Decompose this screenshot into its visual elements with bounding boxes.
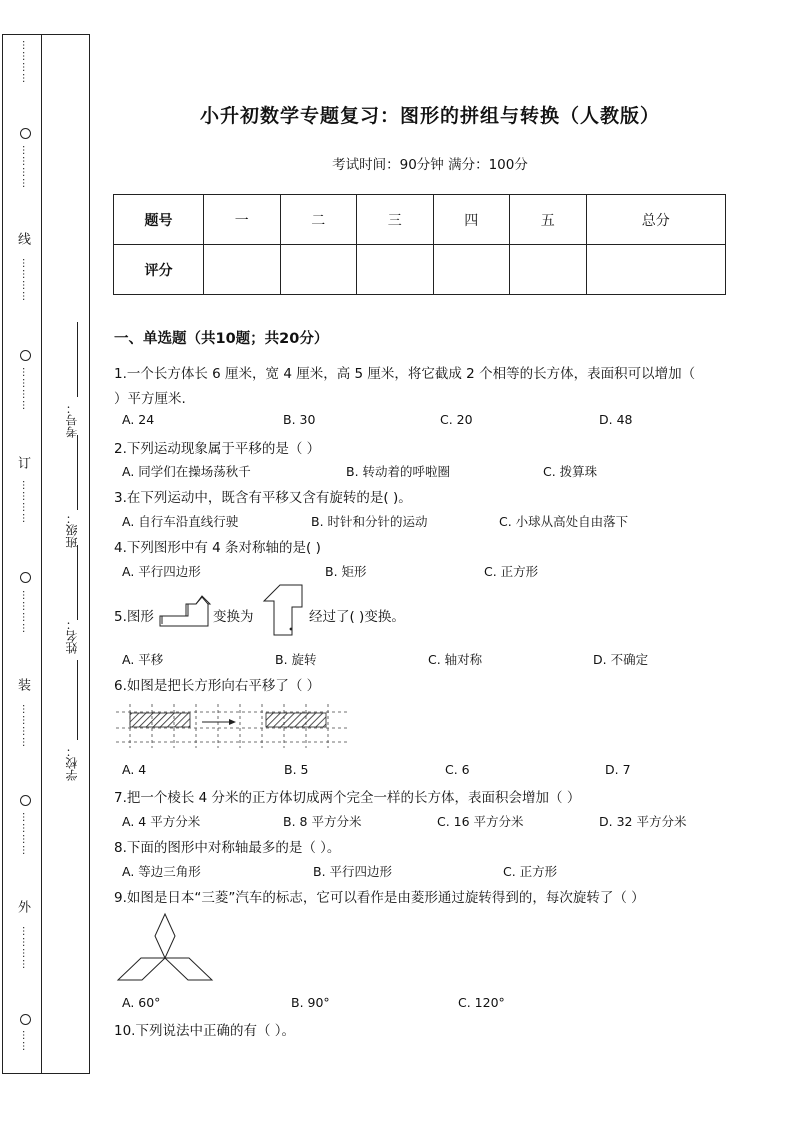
option[interactable]: A. 4 平方分米 <box>122 814 201 829</box>
binding-circle <box>20 1014 31 1025</box>
binding-char-bind: 装 <box>15 678 30 691</box>
question-1: 1.一个长方体长 6 厘米，宽 4 厘米，高 5 厘米，将它截成 2 个相等的长方体，表面积可以增加（ <box>114 366 696 382</box>
page-title: 小升初数学专题复习：图形的拼组与转换（人教版） <box>199 105 660 127</box>
dotted-line: ………… <box>20 812 31 856</box>
option[interactable]: B. 5 <box>284 762 309 777</box>
option[interactable]: B. 转动着的呼啦圈 <box>346 464 451 479</box>
q9-mitsubishi-figure <box>114 910 220 986</box>
field-exam-number-label: 考号： <box>65 402 79 438</box>
q5-figure-transformed <box>262 583 308 639</box>
section-heading: 一、单选题（共10题；共20分） <box>114 331 329 347</box>
question-6: 6.如图是把长方形向右平移了（ ） <box>114 678 321 694</box>
score-cell: 一 <box>204 195 281 245</box>
question-3: 3.在下列运动中，既含有平移又含有旋转的是( )。 <box>114 490 412 506</box>
score-cell: 三 <box>357 195 434 245</box>
binding-circle <box>20 795 31 806</box>
option[interactable]: C. 小球从高处自由落下 <box>499 514 629 529</box>
field-name-label: 姓名： <box>65 618 79 654</box>
binding-circle <box>20 572 31 583</box>
binding-divider <box>41 35 42 1073</box>
option[interactable]: B. 时针和分针的运动 <box>311 514 428 529</box>
score-input-cell[interactable] <box>586 245 726 295</box>
option[interactable]: B. 30 <box>283 412 316 427</box>
question-2: 2.下列运动现象属于平移的是（ ） <box>114 441 321 457</box>
field-name-line[interactable] <box>77 545 78 620</box>
field-class-label: 班级： <box>65 512 79 548</box>
option[interactable]: C. 120° <box>458 995 505 1010</box>
option[interactable]: B. 90° <box>291 995 330 1010</box>
field-school-label: 学校： <box>65 745 79 781</box>
question-4: 4.下列图形中有 4 条对称轴的是( ) <box>114 540 321 556</box>
score-input-cell[interactable] <box>357 245 434 295</box>
option[interactable]: A. 同学们在操场荡秋千 <box>122 464 251 479</box>
score-table-score-row <box>114 245 726 295</box>
question-1-cont: ）平方厘米. <box>114 391 186 407</box>
score-cell: 五 <box>510 195 587 245</box>
option[interactable]: A. 平移 <box>122 652 164 667</box>
option[interactable]: C. 拨算珠 <box>543 464 598 479</box>
dotted-line: ………… <box>20 367 31 411</box>
question-5-part2: 变换为 <box>213 609 254 625</box>
option[interactable]: B. 旋转 <box>275 652 317 667</box>
question-5-part3: 经过了( )变换。 <box>309 609 405 625</box>
option[interactable]: B. 平行四边形 <box>313 864 393 879</box>
dotted-line: ………… <box>20 40 31 84</box>
binding-circle <box>20 128 31 139</box>
field-school-line[interactable] <box>77 660 78 740</box>
dotted-line: ………… <box>20 704 31 748</box>
option[interactable]: D. 32 平方分米 <box>599 814 687 829</box>
binding-char-outer: 外 <box>15 900 30 913</box>
option[interactable]: B. 矩形 <box>325 564 367 579</box>
score-table-header-row <box>114 195 726 245</box>
binding-char-line: 线 <box>15 232 30 245</box>
question-10: 10.下列说法中正确的有（ ）。 <box>114 1023 296 1039</box>
dotted-line: ………… <box>20 145 31 189</box>
score-input-cell[interactable] <box>433 245 510 295</box>
option[interactable]: A. 4 <box>122 762 147 777</box>
option[interactable]: C. 正方形 <box>503 864 558 879</box>
option[interactable]: C. 16 平方分米 <box>437 814 524 829</box>
option[interactable]: A. 平行四边形 <box>122 564 201 579</box>
q6-grid-figure <box>116 700 352 750</box>
dotted-line: ………… <box>20 590 31 634</box>
option[interactable]: D. 48 <box>599 412 633 427</box>
field-exam-number-line[interactable] <box>77 322 78 397</box>
exam-info: 考试时间：90分钟 满分：100分 <box>332 157 528 173</box>
option[interactable]: A. 自行车沿直线行驶 <box>122 514 239 529</box>
option[interactable]: A. 24 <box>122 412 155 427</box>
dotted-line: ………… <box>20 480 31 524</box>
score-input-cell[interactable] <box>204 245 281 295</box>
option[interactable]: C. 20 <box>440 412 473 427</box>
option[interactable]: A. 60° <box>122 995 161 1010</box>
option[interactable]: C. 正方形 <box>484 564 539 579</box>
question-9: 9.如图是日本“三菱”汽车的标志，它可以看作是由菱形通过旋转得到的，每次旋转了（ ） <box>114 890 645 906</box>
option[interactable]: D. 7 <box>605 762 631 777</box>
option[interactable]: B. 8 平方分米 <box>283 814 362 829</box>
score-table <box>113 194 726 295</box>
score-cell: 二 <box>280 195 357 245</box>
score-input-cell[interactable] <box>510 245 587 295</box>
score-cell: 总分 <box>586 195 726 245</box>
question-7: 7.把一个棱长 4 分米的正方体切成两个完全一样的长方体，表面积会增加（ ） <box>114 790 581 806</box>
question-5-part1: 5.图形 <box>114 609 154 625</box>
q5-figure-original <box>158 594 214 630</box>
question-8: 8.下面的图形中对称轴最多的是（ ）。 <box>114 840 341 856</box>
dotted-line: ………… <box>20 258 31 302</box>
option[interactable]: C. 6 <box>445 762 470 777</box>
option[interactable]: D. 不确定 <box>593 652 649 667</box>
score-input-cell[interactable] <box>280 245 357 295</box>
score-cell: 四 <box>433 195 510 245</box>
score-cell: 题号 <box>114 195 204 245</box>
score-cell: 评分 <box>114 245 204 295</box>
dotted-line: …… <box>20 1030 31 1052</box>
option[interactable]: A. 等边三角形 <box>122 864 201 879</box>
option[interactable]: C. 轴对称 <box>428 652 483 667</box>
binding-circle <box>20 350 31 361</box>
binding-char-order: 订 <box>15 456 30 469</box>
dotted-line: ………… <box>20 926 31 970</box>
field-class-line[interactable] <box>77 435 78 510</box>
